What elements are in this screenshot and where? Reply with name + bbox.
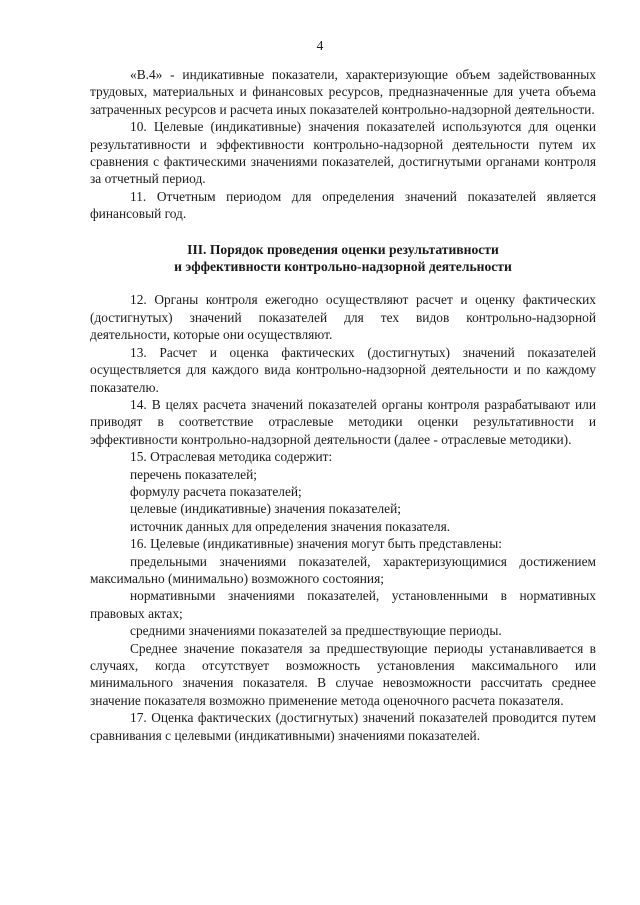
paragraph-11: 11. Отчетным периодом для определения значений показателей является финансовый год.	[90, 188, 596, 222]
paragraph-v4: «В.4» - индикативные показатели, характеризующие объем задействованных трудовых, материальных и финансовых ресурсов, предназначенные для учета объема затраченных ресурсов и расчета иных показателей контрольно-надзорной деятельности.	[90, 67, 596, 117]
paragraph-13: 13. Расчет и оценка фактических (достигнутых) значений показателей осуществляется для каждого вида контрольно-надзорной деятельности и по каждому показателю.	[90, 344, 596, 395]
paragraph-17: 17. Оценка фактических (достигнутых) значений показателей проводится путем сравнивания с целевыми (индикативными) значениями показателей.	[90, 710, 596, 743]
paragraph-16: 16. Целевые (индикативные) значения могут быть представлены:	[130, 536, 502, 552]
list-item-15-4: источник данных для определения значения показателя.	[130, 518, 451, 534]
list-item-16-3: средними значениями показателей за предшествующие периоды.	[130, 623, 502, 639]
document-body	[90, 66, 596, 744]
paragraph-10: 10. Целевые (индикативные) значения показателей используются для оценки результативности и эффективности контрольно-надзорной деятельности путем их сравнения с фактическими значениями показателей, достигнутыми органами контроля за отчетный период.	[90, 119, 596, 187]
list-item-16-1: предельными значениями показателей, характеризующимися достижением максимально (минимально) возможного состояния;	[90, 553, 596, 586]
list-item-15-2: формулу расчета показателей;	[130, 483, 302, 499]
section-heading-line-1: III. Порядок проведения оценки результативности	[187, 241, 499, 257]
paragraph-average-value: Среднее значение показателя за предшествующие периоды устанавливается в случаях, когда отсутствует возможность установления максимального или минимального значения показателя. В случае невозможности рассчитать среднее значение показателя возможно применение метода оценочного расчета показателя.	[90, 640, 596, 708]
list-item-16-2: нормативными значениями показателей, установленными в нормативных правовых актах;	[90, 588, 596, 621]
list-item-15-3: целевые (индикативные) значения показателей;	[130, 501, 401, 517]
section-heading-line-2: и эффективности контрольно-надзорной деятельности	[174, 259, 512, 275]
section-heading	[90, 241, 596, 276]
paragraph-12: 12. Органы контроля ежегодно осуществляют расчет и оценку фактических (достигнутых) значений показателей для тех видов контрольно-надзорной деятельности, которые они осуществляют.	[90, 292, 596, 343]
list-item-15-1: перечень показателей;	[130, 466, 258, 482]
paragraph-15: 15. Отраслевая методика содержит:	[130, 449, 333, 465]
page-number: 4	[316, 38, 324, 53]
paragraph-14: 14. В целях расчета значений показателей органы контроля разрабатывают или приводят в соответствие отраслевые методики оценки результативности и эффективности контрольно-надзорной деятельности (далее - отраслевые методики).	[90, 396, 596, 447]
